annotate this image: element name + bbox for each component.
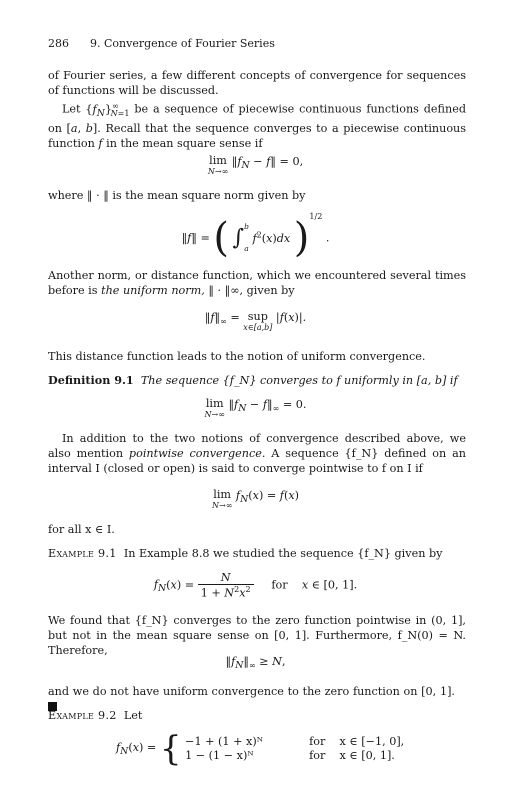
text-uniform-norm: the uniform norm, [101, 284, 205, 298]
paragraph-uniform-norm [48, 268, 466, 298]
equation-mean-square-norm: ‖f‖ = ( ∫b a $f^2(x)dx$ )$^{1/2}$ . [181, 212, 330, 261]
paragraph-found: We found that {f_N} converges to the zero function pointwise in (0, 1], but not in the mean square sense on [0, 1]. Furthermore, f_N(0) = N. Therefore, [48, 614, 466, 658]
example-9-2 [48, 708, 466, 723]
case-2-cond: for x ∈ [0, 1]. [309, 749, 395, 762]
case-2-expr: 1 − (1 − x)ᴺ [185, 749, 254, 762]
running-header [48, 37, 275, 50]
paragraph-intro: of Fourier series, a few different concepts of convergence for sequences of functions will be discussed. [48, 69, 466, 98]
paragraph-mean-square: Let $\{f_N\}^\infty_{N=1}$ be a sequence of piecewise continuous functions defined on [a, b]. Recall that the sequence converges to a piecewise continuous function f in the mean square sense if [48, 101, 466, 151]
left-brace: { [159, 729, 182, 769]
definition-label: Definition 9.1 [48, 373, 134, 387]
case-1-cond: for x ∈ [−1, 0], [309, 735, 405, 748]
text-conclusion: and we do not have uniform convergence to the zero function on [0, 1]. [48, 685, 455, 698]
definition-9-1 [48, 373, 466, 388]
cases-block [185, 735, 404, 763]
math-sequence: $\{f_N\}^\infty_{N=1}$ [85, 101, 130, 119]
equation-example-sequence: $f_N(x)$ = $\frac{N}{1 + N^2x^2}$ for x ∈ [0, 1]. [153, 571, 358, 600]
paragraph-uniform-notion: This distance function leads to the notion of uniform convergence. [48, 350, 426, 363]
equation-piecewise: $f_N(x)$ = { −1 + (1 + x)ᴺ for x ∈ [−1, 0], 1 − (1 − x)ᴺ for x ∈ [0, 1]. [116, 729, 405, 769]
text-mean-square-sense: in the mean square sense if [106, 137, 263, 151]
paragraph-norm-def: where ‖ · ‖ is the mean square norm given by [48, 189, 306, 202]
page-number: 286 [48, 37, 69, 50]
text-pointwise-convergence: pointwise convergence. [128, 447, 266, 461]
equation-uniform-limit: lim N→∞ $‖f_N$ − $f‖_\infty = 0$. [204, 397, 307, 419]
definition-text: The sequence {f_N} converges to f uniformly in [a, b] if [140, 374, 458, 387]
paragraph-pointwise [48, 431, 466, 477]
chapter-title: 9. Convergence of Fourier Series [90, 37, 275, 50]
text-pointwise-def: A sequence {f_N} defined on an interval I (closed or open) is said to converge pointwise to f on I if [48, 447, 466, 476]
equation-pointwise-limit: lim N→∞ $f_N(x) = f(x)$ [211, 488, 300, 510]
text-given-by: ‖ · ‖∞, given by [208, 284, 295, 298]
example-9-1 [48, 546, 466, 561]
text-another-norm: Another norm, or distance function, which we encountered several times before is [48, 269, 466, 298]
example-label: Example 9.1 [48, 547, 117, 560]
case-1-expr: −1 + (1 + x)ᴺ [185, 735, 263, 748]
example-text: In Example 8.8 we studied the sequence {f_N} given by [123, 547, 443, 560]
text-in-addition: In addition to the two notions of convergence described above, we also mention [48, 432, 466, 461]
text-recall: . Recall that the sequence converges to a piecewise continuous function [48, 122, 466, 151]
example-2-label: Example 9.2 [48, 709, 117, 722]
equation-norm-bound: $‖f_N‖_\infty \ge N$, [225, 655, 286, 672]
equation-mean-square-limit: lim N→∞ $‖f_N$ − f‖ = 0, [207, 154, 304, 176]
example-2-text: Let [123, 709, 143, 722]
text-let: Let [62, 102, 81, 116]
text-defined-on: be a sequence of piecewise continuous functions defined on [48, 102, 466, 136]
paragraph-for-all: for all x ∈ I. [48, 523, 115, 536]
equation-sup-norm: $‖f‖_\infty$ = sup x∈[a,b] |f(x)|. [204, 310, 307, 332]
